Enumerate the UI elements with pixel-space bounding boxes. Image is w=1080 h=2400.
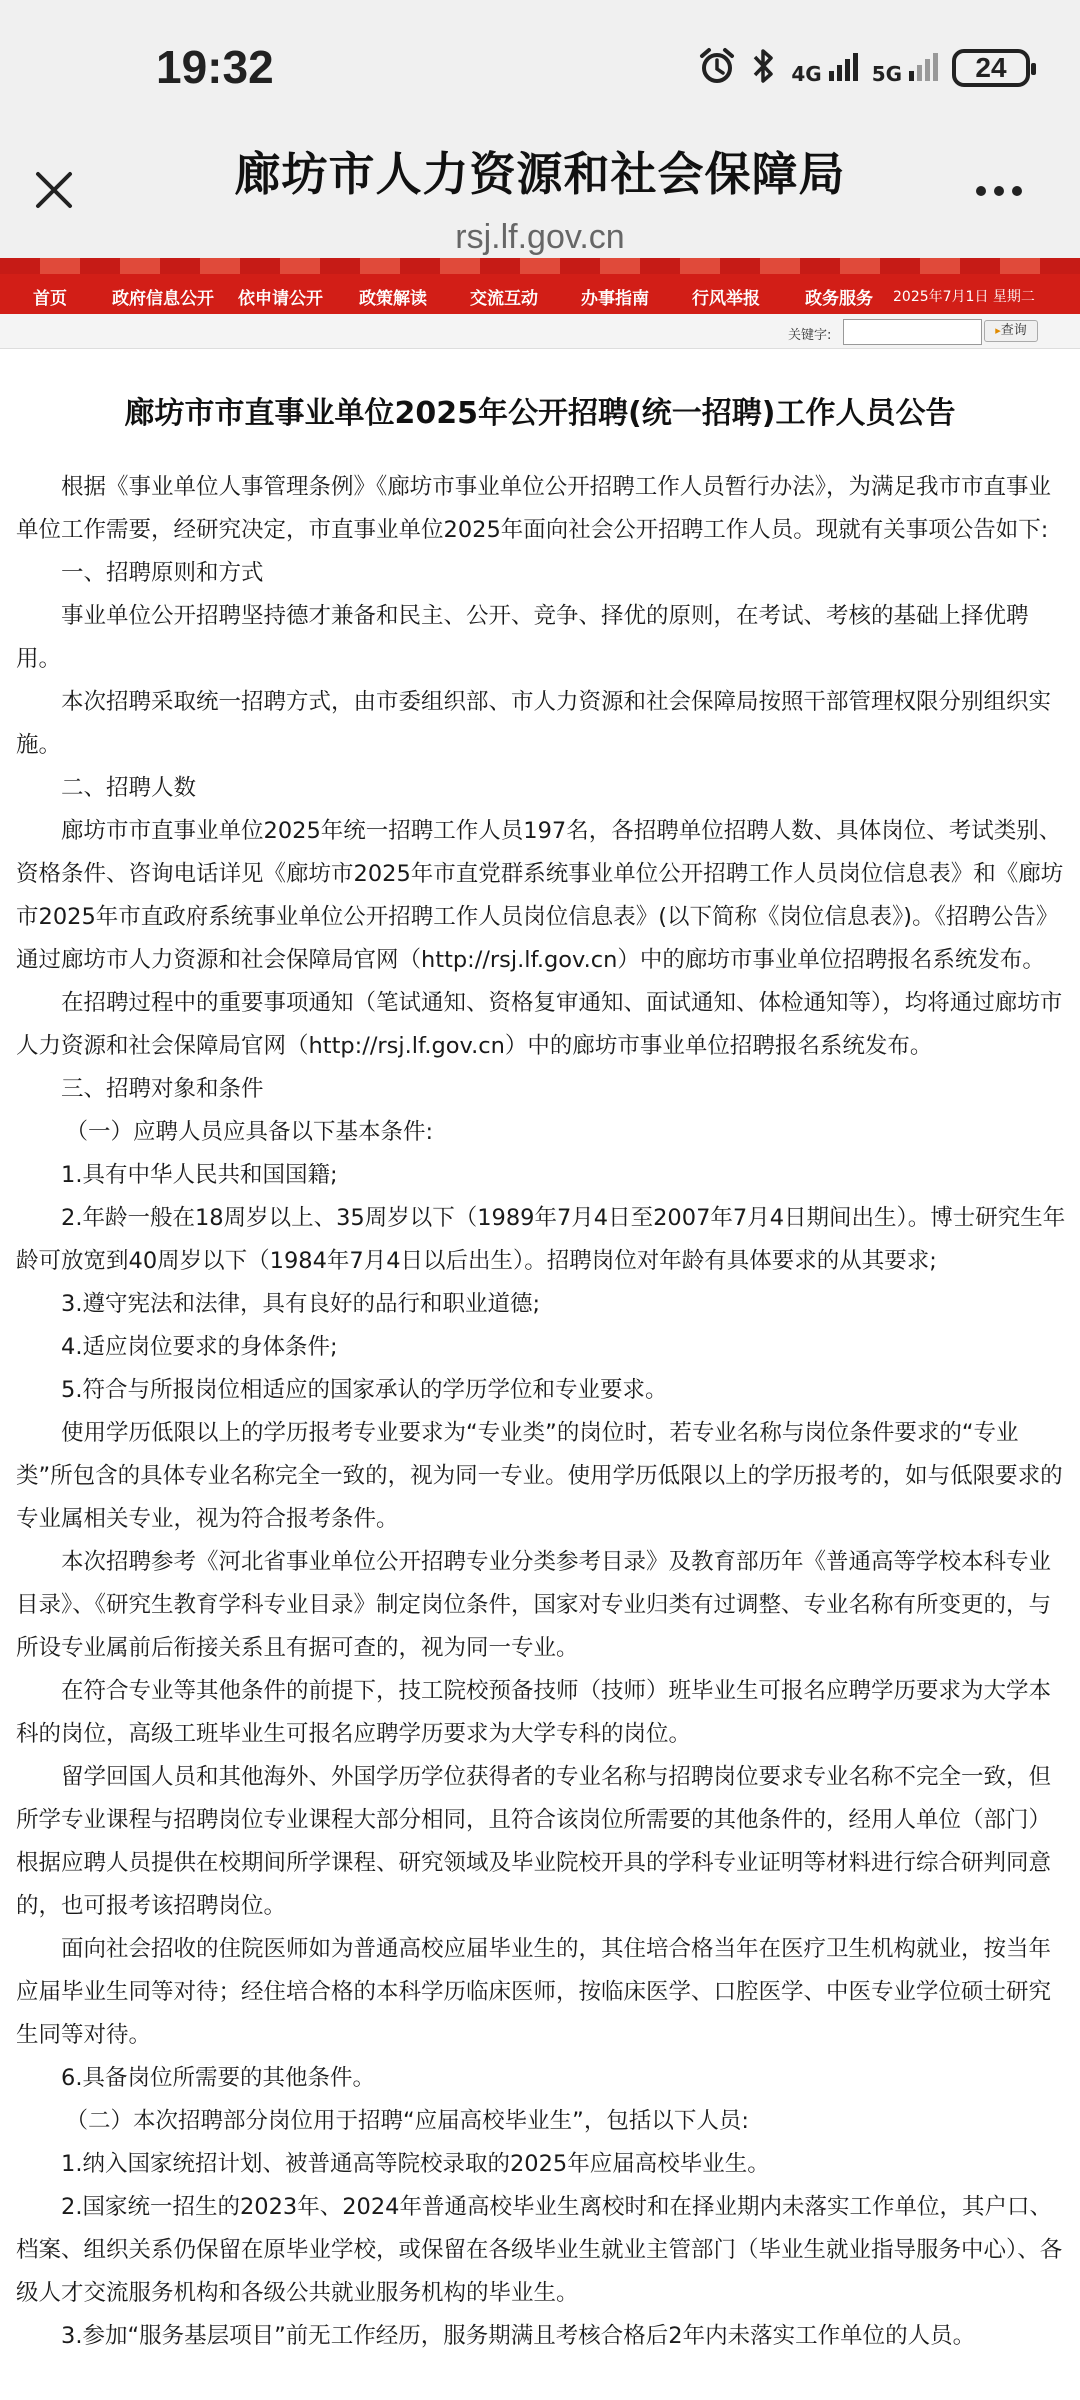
search-button[interactable] [984,320,1038,342]
subsection-heading: （二）本次招聘部分岗位用于招聘“应届高校毕业生”，包括以下人员: [65,2108,749,2134]
list-item: 2.年龄一般在18周岁以上、35周岁以下（1989年7月4日至2007年7月4日期间出生）。博士研究生年龄可放宽到40周岁以下（1984年7月4日以后出生）。招聘岗位对年龄有具体要求的从其要求; [16,1205,1066,1274]
section-heading: 三、招聘对象和条件 [61,1076,264,1102]
nav-item-home[interactable]: 首页 [33,289,67,309]
signal-5g-icon [871,53,938,86]
nav-item-report[interactable]: 行风举报 [692,289,760,309]
nav-item-apply-info[interactable]: 依申请公开 [238,289,323,309]
nav-item-services[interactable]: 政务服务 [805,289,873,309]
more-dot-icon [1012,186,1022,196]
paragraph: 事业单位公开招聘坚持德才兼备和民主、公开、竞争、择优的原则，在考试、考核的基础上择优聘用。 [16,603,1029,672]
article-body [16,466,1066,2358]
paragraph: 在招聘过程中的重要事项通知（笔试通知、资格复审通知、面试通知、体检通知等），均将通过廊坊市人力资源和社会保障局官网（http://rsj.lf.gov.cn）中的廊坊市事业单位招聘报名系统发布。 [16,990,1063,1059]
bluetooth-icon [751,46,777,90]
section-heading: 一、招聘原则和方式 [61,560,264,586]
search-button-label: 查询 [1000,323,1027,338]
browser-header [0,0,1080,258]
list-item: 4.适应岗位要求的身体条件; [61,1334,338,1360]
arrow-icon: ▸ [995,324,1001,337]
list-item: 2.国家统一招生的2023年、2024年普通高校毕业生离校时和在择业期内未落实工作单位，其户口、档案、组织关系仍保留在原毕业学校，或保留在各级毕业生就业主管部门（毕业生就业指导服务中心）、各级人才交流服务机构和各级公共就业服务机构的毕业生。 [16,2194,1063,2306]
nav-item-policy[interactable]: 政策解读 [359,289,427,309]
more-dot-icon [994,186,1004,196]
status-icons [697,46,1030,90]
list-item: 3.遵守宪法和法律，具有良好的品行和职业道德; [61,1291,541,1317]
article [0,348,1080,2349]
site-title: 廊坊市人力资源和社会保障局 [234,147,846,201]
list-item: 3.参加“服务基层项目”前无工作经历，服务期满且考核合格后2年内未落实工作单位的人员。 [61,2323,976,2349]
section-heading: 二、招聘人数 [61,775,197,801]
paragraph: 使用学历低限以上的学历报考专业要求为“专业类”的岗位时，若专业名称与岗位条件要求的“专业类”所包含的具体专业名称完全一致的，视为同一专业。使用学历低限以上的学历报考的，如与低限要求的专业属相关专业，视为符合报考条件。 [16,1420,1063,1532]
signal-4g-label: 4G [791,62,822,86]
list-item: 1.具有中华人民共和国国籍; [61,1162,338,1188]
list-item: 1.纳入国家统招计划、被普通高等院校录取的2025年应届高校毕业生。 [61,2151,770,2177]
status-time: 19:32 [156,41,274,93]
signal-5g-label: 5G [871,62,903,86]
paragraph: 在符合专业等其他条件的前提下，技工院校预备技师（技师）班毕业生可报名应聘学历要求为大学本科的岗位，高级工班毕业生可报名应聘学历要求为大学专科的岗位。 [16,1678,1052,1747]
subsection-heading: （一）应聘人员应具备以下基本条件: [65,1119,434,1145]
nav-item-interaction[interactable]: 交流互动 [470,289,538,309]
search-input[interactable] [843,319,982,345]
alarm-icon [697,46,737,90]
list-item: 5.符合与所报岗位相适应的国家承认的学历学位和专业要求。 [61,1377,668,1403]
more-dot-icon [976,186,986,196]
nav-item-guide[interactable]: 办事指南 [581,289,649,309]
article-title: 廊坊市市直事业单位2025年公开招聘(统一招聘)工作人员公告 [124,396,956,431]
paragraph: 留学回国人员和其他海外、外国学历学位获得者的专业名称与招聘岗位要求专业名称不完全一致，但所学专业课程与招聘岗位专业课程大部分相同，且符合该岗位所需要的其他条件的，经用人单位（部门）根据应聘人员提供在校期间所学课程、研究领域及毕业院校开具的学科专业证明等材料进行综合研判同意的，也可报考该招聘岗位。 [16,1764,1052,1919]
paragraph: 本次招聘采取统一招聘方式，由市委组织部、市人力资源和社会保障局按照干部管理权限分别组织实施。 [16,689,1052,758]
battery-icon: 24 [952,49,1030,87]
paragraph: 本次招聘参考《河北省事业单位公开招聘专业分类参考目录》及教育部历年《普通高等学校本科专业目录》、《研究生教育学科专业目录》制定岗位条件，国家对专业归类有过调整、专业名称有所变更的，与所设专业属前后衔接关系且有据可查的，视为同一专业。 [16,1549,1052,1661]
more-menu-button[interactable] [976,186,1022,196]
list-item: 6.具备岗位所需要的其他条件。 [61,2065,375,2091]
search-label: 关键字: [788,328,832,343]
site-url[interactable]: rsj.lf.gov.cn [455,218,625,256]
signal-4g-icon [791,53,857,86]
paragraph: 根据《事业单位人事管理条例》《廊坊市事业单位公开招聘工作人员暂行办法》，为满足我市市直事业单位工作需要，经研究决定，市直事业单位2025年面向社会公开招聘工作人员。现就有关事项公告如下: [16,474,1052,543]
page-header [0,138,1080,257]
search-bar [0,314,1080,349]
main-nav [0,274,1080,314]
nav-decoration [0,258,1080,274]
nav-item-gov-info[interactable]: 政府信息公开 [112,289,214,309]
paragraph: 廊坊市市直事业单位2025年统一招聘工作人员197名，各招聘单位招聘人数、具体岗位、考试类别、资格条件、咨询电话详见《廊坊市2025年市直党群系统事业单位公开招聘工作人员岗位信息表》和《廊坊市2025年市直政府系统事业单位公开招聘工作人员岗位信息表》(以下简称《岗位信息表》)。《招聘公告》通过廊坊市人力资源和社会保障局官网（http://rsj.lf.gov.cn）中的廊坊市事业单位招聘报名系统发布。 [16,818,1064,973]
paragraph: 面向社会招收的住院医师如为普通高校应届毕业生的，其住培合格当年在医疗卫生机构就业，按当年应届毕业生同等对待；经住培合格的本科学历临床医师，按临床医学、口腔医学、中医专业学位硕士研究生同等对待。 [16,1936,1052,2048]
nav-date: 2025年7月1日 星期二 [893,289,1035,305]
